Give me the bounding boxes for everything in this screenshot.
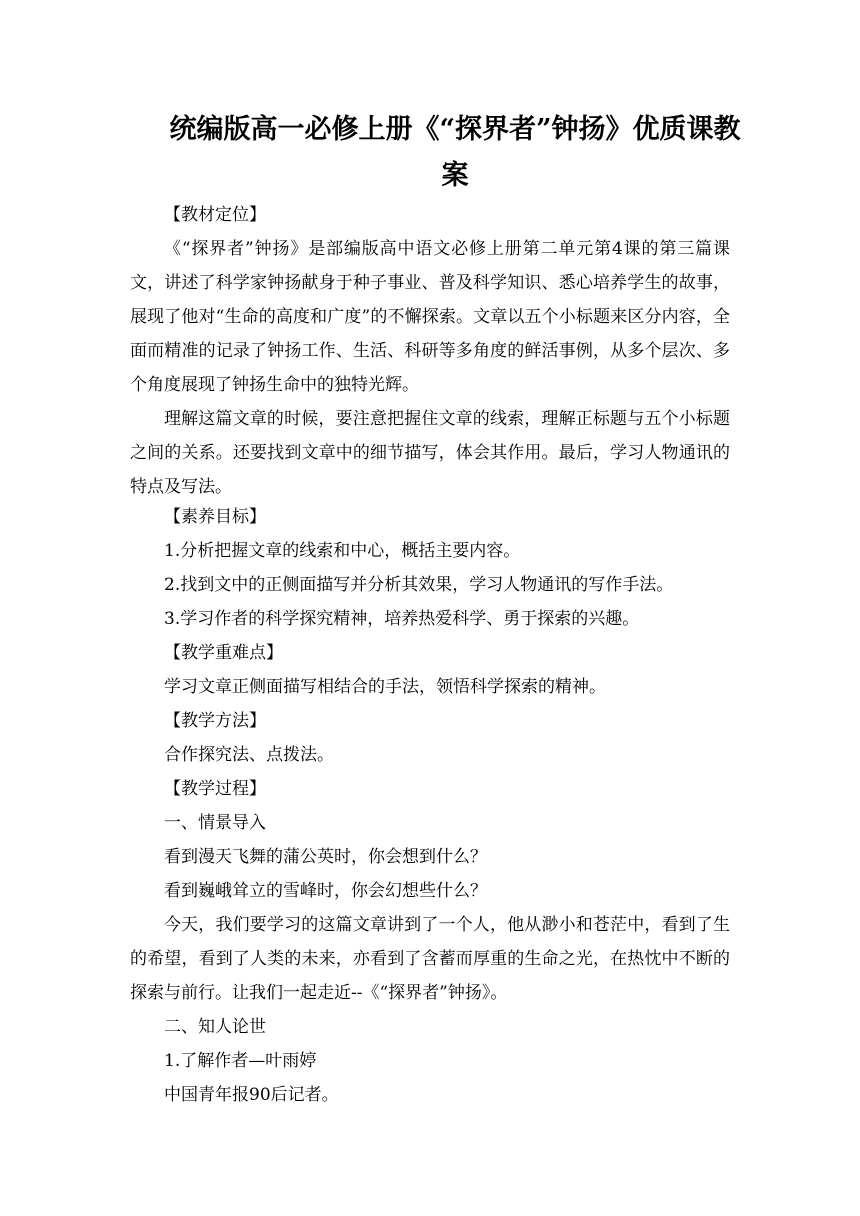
step-1-question-1: 看到漫天飞舞的蒲公英时，你会想到什么？ (164, 847, 487, 867)
step-1-heading: 一、情景导入 (164, 813, 266, 833)
paragraph-positioning-1: 《“探界者”钟扬》是部编版高中语文必修上册第二单元第4课的第三篇课文，讲述了科学家钟扬献身于种子事业、普及科学知识、悉心培养学生的故事，展现了他对“生命的高度和广度”的不懈探索。文章以五个小标题来区分内容，全面而精准的记录了钟扬工作、生活、科研等多角度的鲜活事例，从多个层次、多个角度展现了钟扬生命中的独特光辉。 (130, 239, 730, 395)
goal-item-3: 3.学习作者的科学探究精神，培养热爱科学、勇于探索的兴趣。 (164, 609, 640, 629)
difficulty-text: 学习文章正侧面描写相结合的手法，领悟科学探索的精神。 (164, 677, 606, 697)
step-1-paragraph: 今天，我们要学习的这篇文章讲到了一个人，他从渺小和苍茫中，看到了生的希望，看到了人类的未来，亦看到了含蓄而厚重的生命之光，在热忱中不断的探索与前行。让我们一起走近--《“探界者”钟扬》。 (130, 915, 730, 1003)
step-1-question-2: 看到巍峨耸立的雪峰时，你会幻想些什么？ (164, 881, 487, 901)
section-heading-goals: 【素养目标】 (164, 507, 266, 527)
document-title-line-1: 统编版高一必修上册《“探界者”钟扬》优质课教 (169, 114, 741, 145)
section-heading-process: 【教学过程】 (164, 779, 266, 799)
section-heading-difficulty: 【教学重难点】 (164, 643, 283, 663)
goal-item-2: 2.找到文中的正侧面描写并分析其效果，学习人物通讯的写作手法。 (164, 575, 674, 595)
step-2-heading: 二、知人论世 (164, 1017, 266, 1037)
document-title-line-2: 案 (441, 160, 469, 191)
paragraph-positioning-2: 理解这篇文章的时候，要注意把握住文章的线索，理解正标题与五个小标题之间的关系。还要找到文章中的细节描写，体会其作用。最后，学习人物通讯的特点及写法。 (130, 409, 730, 497)
step-2-subheading-1-text: 中国青年报90后记者。 (164, 1085, 339, 1105)
section-heading-methods: 【教学方法】 (164, 711, 266, 731)
step-2-subheading-1: 1.了解作者—叶雨婷 (164, 1051, 317, 1071)
goal-item-1: 1.分析把握文章的线索和中心，概括主要内容。 (164, 541, 521, 561)
section-heading-positioning: 【教材定位】 (164, 205, 266, 225)
methods-text: 合作探究法、点拨法。 (164, 745, 334, 765)
